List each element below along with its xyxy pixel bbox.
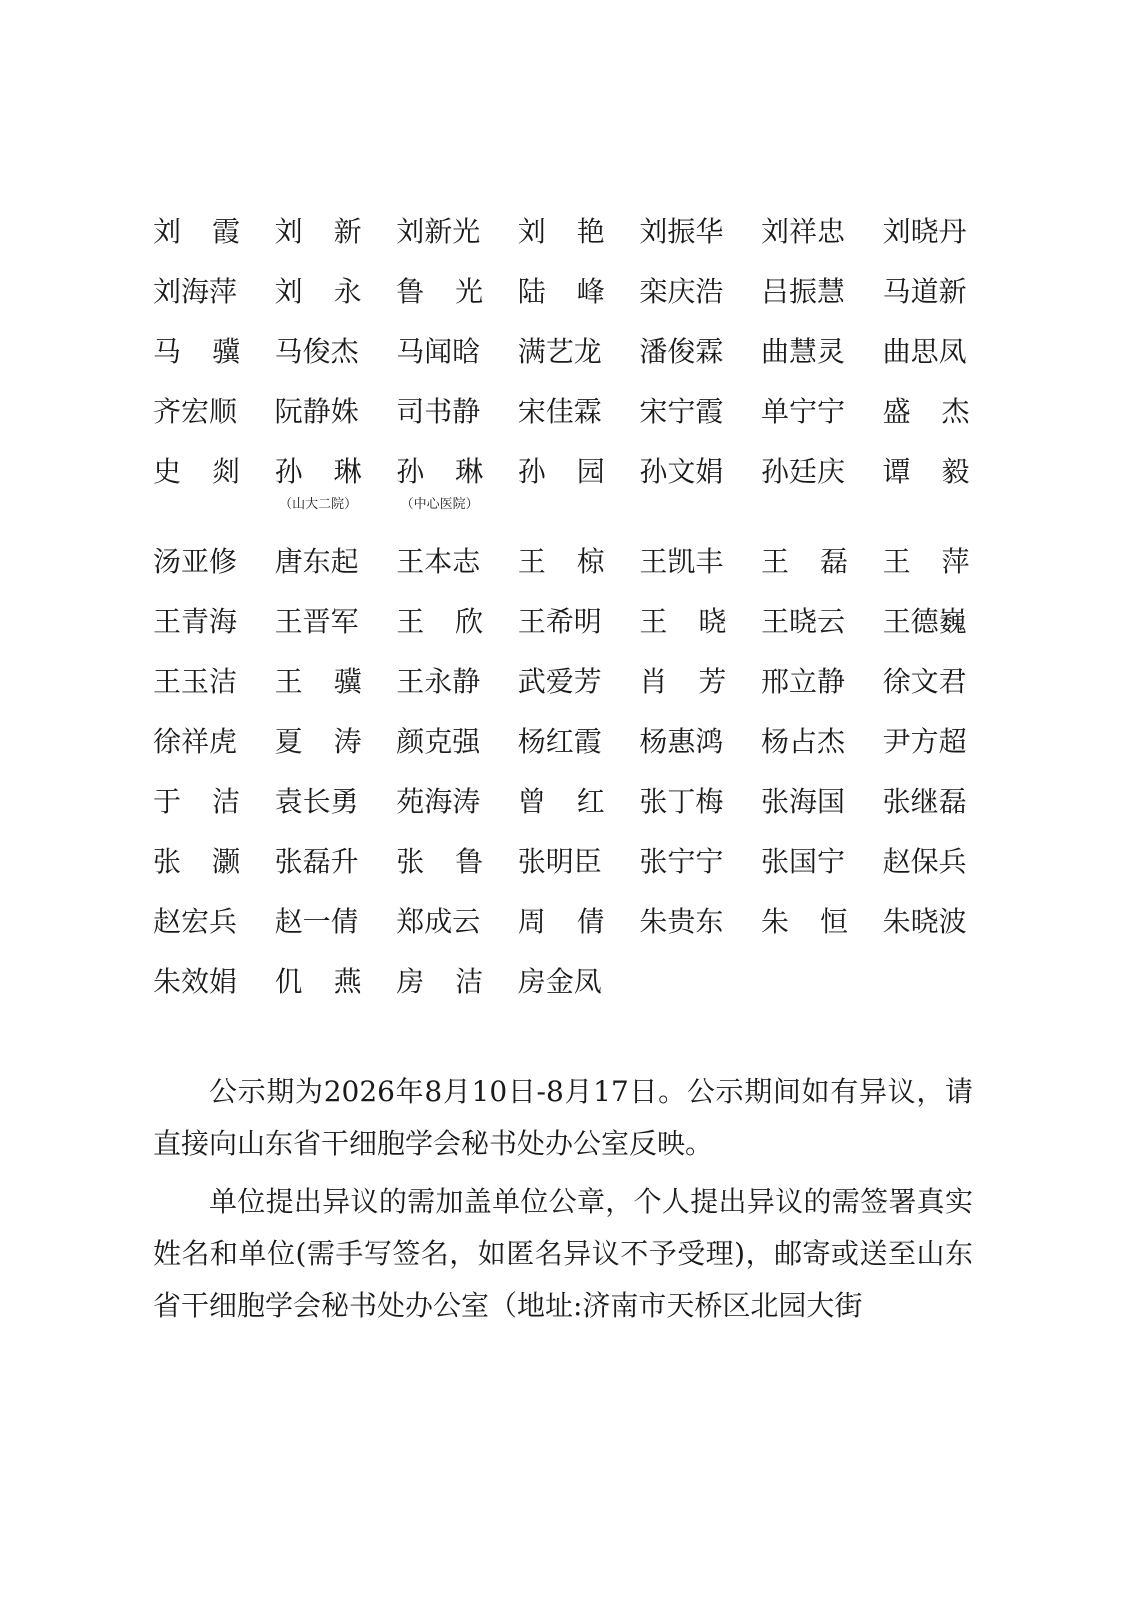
name-cell [761, 902, 883, 962]
person-name: 刘 艳 [517, 215, 605, 248]
affiliation-note: （中心医院） [400, 497, 479, 512]
person-name: 朱效娟 [153, 965, 238, 998]
person-name: 马道新 [882, 275, 967, 308]
person-name: 刘新光 [396, 215, 481, 248]
person-name: 武爱芳 [517, 665, 602, 698]
name-cell [153, 782, 275, 842]
person-name: 孙 园 [517, 455, 605, 488]
person-name: 尹方超 [882, 725, 967, 758]
name-cell [275, 782, 397, 842]
person-name: 宋宁霞 [639, 395, 724, 428]
name-cell [883, 452, 1005, 542]
name-cell [153, 212, 275, 272]
objection-instructions-paragraph: 单位提出异议的需加盖单位公章，个人提出异议的需签署真实姓名和单位(需手写签名，如匿名异议不予受理)，邮寄或送至山东省干细胞学会秘书处办公室（地址:济南市天桥区北园大街 [153, 1185, 973, 1322]
person-name: 刘 永 [274, 275, 362, 308]
name-cell [275, 902, 397, 962]
name-cell [883, 722, 1005, 782]
person-name: 苑海涛 [396, 785, 481, 818]
names-row [153, 332, 983, 392]
person-name: 王 晓 [639, 605, 727, 638]
person-name: 郑成云 [396, 905, 481, 938]
person-name: 陆 峰 [517, 275, 605, 308]
names-row [153, 842, 983, 902]
name-cell [153, 452, 275, 542]
name-cell [275, 662, 397, 722]
person-name: 王 萍 [882, 545, 970, 578]
person-name: 张丁梅 [639, 785, 724, 818]
name-cell [883, 542, 1005, 602]
names-list [153, 212, 983, 1022]
person-name: 夏 涛 [274, 725, 362, 758]
name-cell [396, 602, 518, 662]
name-cell [883, 332, 1005, 392]
person-name: 房金凤 [517, 965, 602, 998]
person-name: 张 灏 [153, 845, 240, 878]
name-cell [761, 332, 883, 392]
name-cell [639, 272, 761, 332]
name-cell [275, 842, 397, 902]
person-name: 阮静姝 [274, 395, 359, 428]
name-cell [396, 392, 518, 452]
name-cell [761, 782, 883, 842]
person-name: 孙 琳 [396, 455, 484, 488]
person-name: 马闻晗 [396, 335, 481, 368]
name-cell [639, 452, 761, 542]
notice-section [153, 1066, 973, 1338]
person-name: 马 骥 [153, 335, 240, 368]
person-name: 孙文娟 [639, 455, 724, 488]
name-cell [518, 392, 640, 452]
name-cell [761, 542, 883, 602]
names-row [153, 782, 983, 842]
person-name: 王 椋 [517, 545, 605, 578]
name-cell [275, 212, 397, 272]
person-name: 刘振华 [639, 215, 724, 248]
person-name: 周 倩 [517, 905, 605, 938]
name-cell [518, 902, 640, 962]
name-cell [396, 272, 518, 332]
person-name: 杨惠鸿 [639, 725, 724, 758]
person-name: 于 洁 [153, 785, 240, 818]
person-name: 张磊升 [274, 845, 359, 878]
person-name: 赵保兵 [882, 845, 967, 878]
name-cell [275, 452, 397, 542]
name-cell [761, 662, 883, 722]
name-cell [153, 392, 275, 452]
person-name: 满艺龙 [517, 335, 602, 368]
names-row [153, 902, 983, 962]
name-cell [761, 212, 883, 272]
name-cell [639, 392, 761, 452]
person-name: 盛 杰 [882, 395, 970, 428]
person-name: 鲁 光 [396, 275, 484, 308]
name-cell [153, 902, 275, 962]
person-name: 宋佳霖 [517, 395, 602, 428]
name-cell [518, 212, 640, 272]
name-cell [639, 902, 761, 962]
name-cell [518, 452, 640, 542]
person-name: 王德巍 [882, 605, 967, 638]
names-row [153, 452, 983, 542]
name-cell [639, 542, 761, 602]
name-cell [275, 332, 397, 392]
person-name: 房 洁 [396, 965, 484, 998]
person-name: 潘俊霖 [639, 335, 724, 368]
person-name: 曲慧灵 [760, 335, 845, 368]
name-cell [275, 602, 397, 662]
person-name: 邢立静 [760, 665, 845, 698]
name-cell [396, 662, 518, 722]
person-name: 王希明 [517, 605, 602, 638]
person-name: 马俊杰 [274, 335, 359, 368]
name-cell [275, 542, 397, 602]
affiliation-note: （山大二院） [279, 497, 358, 512]
person-name: 单宁宁 [760, 395, 845, 428]
name-cell [761, 722, 883, 782]
name-cell [639, 332, 761, 392]
person-name: 司书静 [396, 395, 481, 428]
person-name: 刘 霞 [153, 215, 240, 248]
names-row [153, 272, 983, 332]
name-cell [518, 722, 640, 782]
name-cell [396, 962, 518, 1022]
name-cell [761, 392, 883, 452]
name-cell [275, 392, 397, 452]
person-name: 王青海 [153, 605, 238, 638]
person-name: 肖 芳 [639, 665, 727, 698]
person-name: 刘海萍 [153, 275, 238, 308]
name-cell [883, 662, 1005, 722]
person-name: 刘 新 [274, 215, 362, 248]
person-name: 张继磊 [882, 785, 967, 818]
name-cell [153, 332, 275, 392]
person-name: 朱贵东 [639, 905, 724, 938]
name-cell [761, 452, 883, 542]
names-row [153, 722, 983, 782]
name-cell [153, 542, 275, 602]
name-cell [639, 782, 761, 842]
person-name: 赵一倩 [274, 905, 359, 938]
name-cell [153, 842, 275, 902]
person-name: 仉 燕 [274, 965, 362, 998]
person-name: 王玉洁 [153, 665, 238, 698]
name-cell [396, 842, 518, 902]
person-name: 曾 红 [517, 785, 605, 818]
person-name: 杨红霞 [517, 725, 602, 758]
person-name: 曲思凤 [882, 335, 967, 368]
name-cell [396, 212, 518, 272]
person-name: 王本志 [396, 545, 481, 578]
person-name: 张明臣 [517, 845, 602, 878]
name-cell [518, 962, 640, 1022]
person-name: 王 欣 [396, 605, 484, 638]
person-name: 朱 恒 [760, 905, 848, 938]
person-name: 孙 琳 [274, 455, 362, 488]
name-cell [396, 782, 518, 842]
person-name: 王 磊 [760, 545, 848, 578]
person-name: 张宁宁 [639, 845, 724, 878]
name-cell [518, 662, 640, 722]
person-name: 谭 毅 [882, 455, 970, 488]
person-name: 张 鲁 [396, 845, 484, 878]
name-cell [883, 842, 1005, 902]
name-cell [761, 602, 883, 662]
name-cell [761, 272, 883, 332]
names-row [153, 542, 983, 602]
name-cell [883, 212, 1005, 272]
person-name: 王晋军 [274, 605, 359, 638]
name-cell [639, 722, 761, 782]
name-cell [518, 842, 640, 902]
person-name: 刘晓丹 [882, 215, 967, 248]
person-name: 徐文君 [882, 665, 967, 698]
name-cell [275, 722, 397, 782]
person-name: 袁长勇 [274, 785, 359, 818]
names-row [153, 212, 983, 272]
name-cell [518, 602, 640, 662]
names-row [153, 602, 983, 662]
person-name: 颜克强 [396, 725, 481, 758]
person-name: 刘祥忠 [760, 215, 845, 248]
name-cell [883, 782, 1005, 842]
person-name: 杨占杰 [760, 725, 845, 758]
name-cell [518, 332, 640, 392]
names-row [153, 662, 983, 722]
name-cell [396, 452, 518, 542]
name-cell [639, 842, 761, 902]
name-cell [883, 602, 1005, 662]
name-cell [396, 722, 518, 782]
name-cell [639, 602, 761, 662]
name-cell [275, 962, 397, 1022]
notice-period-paragraph: 公示期为2026年8月10日-8月17日。公示期间如有异议，请直接向山东省干细胞学会秘书处办公室反映。 [153, 1075, 973, 1160]
name-cell [883, 272, 1005, 332]
person-name: 徐祥虎 [153, 725, 238, 758]
name-cell [153, 272, 275, 332]
names-row [153, 392, 983, 452]
person-name: 赵宏兵 [153, 905, 238, 938]
name-cell [153, 662, 275, 722]
name-cell [153, 962, 275, 1022]
person-name: 孙廷庆 [760, 455, 845, 488]
person-name: 史 剡 [153, 455, 240, 488]
person-name: 汤亚修 [153, 545, 238, 578]
person-name: 王凯丰 [639, 545, 724, 578]
name-cell [275, 272, 397, 332]
person-name: 王永静 [396, 665, 481, 698]
person-name: 王 骥 [274, 665, 362, 698]
person-name: 王晓云 [760, 605, 845, 638]
person-name: 栾庆浩 [639, 275, 724, 308]
name-cell [639, 212, 761, 272]
name-cell [153, 602, 275, 662]
person-name: 张国宁 [760, 845, 845, 878]
person-name: 齐宏顺 [153, 395, 238, 428]
name-cell [761, 842, 883, 902]
person-name: 唐东起 [274, 545, 359, 578]
name-cell [518, 782, 640, 842]
names-row [153, 962, 983, 1022]
person-name: 张海国 [760, 785, 845, 818]
name-cell [518, 542, 640, 602]
name-cell [883, 902, 1005, 962]
person-name: 吕振慧 [760, 275, 845, 308]
name-cell [396, 542, 518, 602]
name-cell [153, 722, 275, 782]
name-cell [396, 902, 518, 962]
name-cell [639, 662, 761, 722]
person-name: 朱晓波 [882, 905, 967, 938]
name-cell [883, 392, 1005, 452]
name-cell [396, 332, 518, 392]
name-cell [518, 272, 640, 332]
